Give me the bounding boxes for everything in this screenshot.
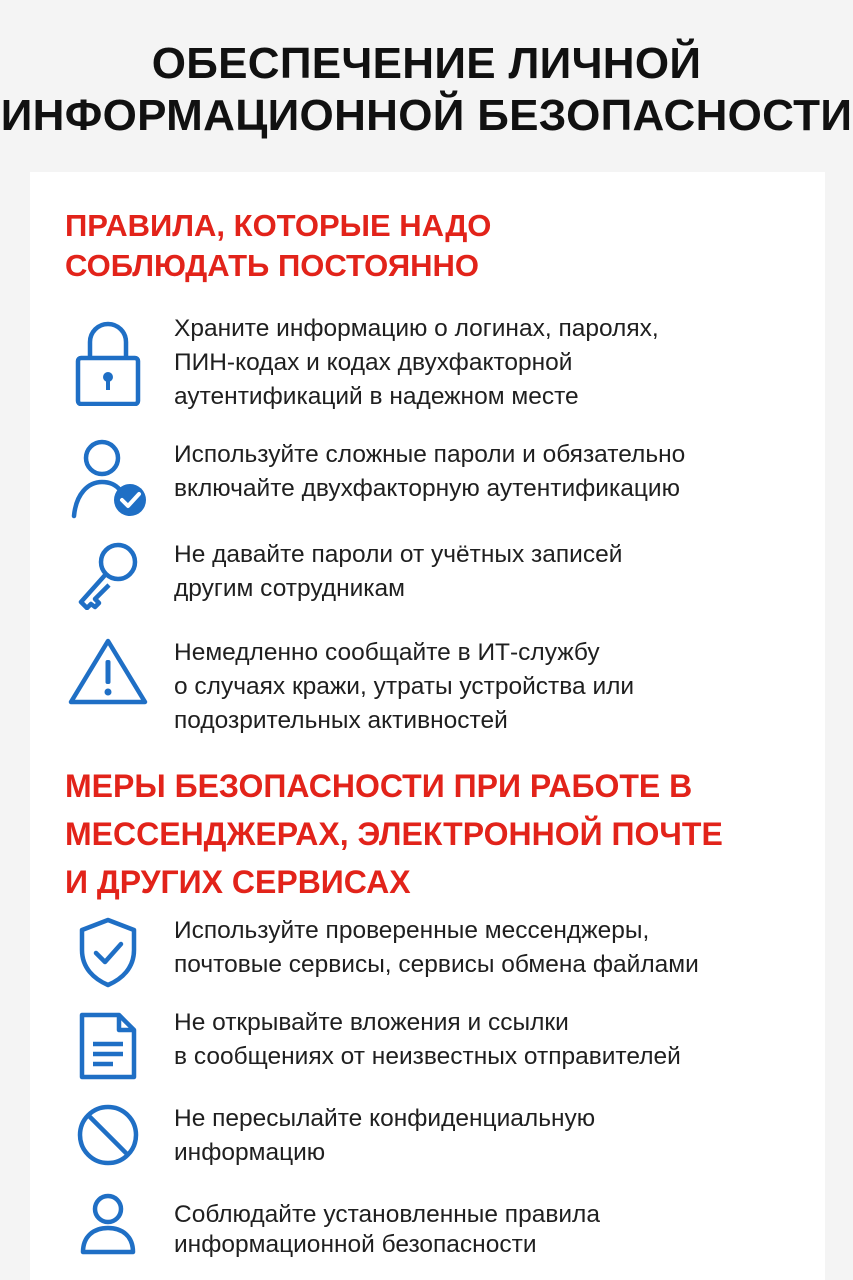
rule-text xyxy=(174,312,824,414)
rule-text-line: аутентификаций в надежном месте xyxy=(174,383,579,410)
rule-text xyxy=(174,1006,824,1074)
rule-text-line: Храните информацию о логинах, паролях, xyxy=(174,315,659,342)
shield-check-icon xyxy=(66,916,150,988)
rule-text-line: включайте двухфакторную аутентификацию xyxy=(174,475,680,502)
page-title-line-1: ОБЕСПЕЧЕНИЕ ЛИЧНОЙ xyxy=(151,39,702,88)
section-heading-constant-rules xyxy=(65,206,491,286)
rule-text-line: Используйте сложные пароли и обязательно xyxy=(174,441,686,468)
section-heading-line: СОБЛЮДАТЬ ПОСТОЯННО xyxy=(65,248,479,283)
rule-text-line: Не пересылайте конфиденциальную xyxy=(174,1105,596,1132)
rule-text-line: информационной безопасности xyxy=(174,1231,537,1258)
rule-text-line: ПИН-кодах и кодах двухфакторной xyxy=(174,349,573,376)
rule-text-line: Немедленно сообщайте в ИТ-службу xyxy=(174,639,600,666)
rule-text-line: почтовые сервисы, сервисы обмена файлами xyxy=(174,951,699,978)
user-icon xyxy=(66,1192,150,1256)
rule-text-line: подозрительных активностей xyxy=(174,707,508,734)
rule-text-line: другим сотрудникам xyxy=(174,575,406,602)
lock-icon xyxy=(66,316,150,406)
rule-text-line: в сообщениях от неизвестных отправителей xyxy=(174,1043,681,1070)
page-title xyxy=(0,38,853,142)
rule-text xyxy=(174,636,824,738)
rule-text-line: о случаях кражи, утраты устройства или xyxy=(174,673,635,700)
rule-text xyxy=(174,1102,824,1170)
section-heading-messengers xyxy=(65,762,723,906)
key-icon xyxy=(66,540,150,610)
rule-text xyxy=(174,914,824,982)
prohibited-icon xyxy=(66,1102,150,1168)
rule-text-line: Соблюдайте установленные правила xyxy=(174,1201,600,1228)
rule-text-line: Используйте проверенные мессенджеры, xyxy=(174,917,650,944)
rule-text xyxy=(174,438,824,506)
section-heading-line: МЕРЫ БЕЗОПАСНОСТИ ПРИ РАБОТЕ В xyxy=(65,768,693,804)
section-heading-line: И ДРУГИХ СЕРВИСАХ xyxy=(65,864,411,900)
page-title-line-2: ИНФОРМАЦИОННОЙ БЕЗОПАСНОСТИ xyxy=(0,91,853,140)
rule-text-line: Не открывайте вложения и ссылки xyxy=(174,1009,569,1036)
document-icon xyxy=(66,1010,150,1082)
rule-text xyxy=(174,1200,824,1260)
rule-text-line: информацию xyxy=(174,1139,326,1166)
section-heading-line: ПРАВИЛА, КОТОРЫЕ НАДО xyxy=(65,208,492,243)
warning-icon xyxy=(66,636,150,706)
user-check-icon xyxy=(66,438,150,522)
rule-text-line: Не давайте пароли от учётных записей xyxy=(174,541,623,568)
rule-text xyxy=(174,538,824,606)
section-heading-line: МЕССЕНДЖЕРАХ, ЭЛЕКТРОННОЙ ПОЧТЕ xyxy=(65,816,723,852)
